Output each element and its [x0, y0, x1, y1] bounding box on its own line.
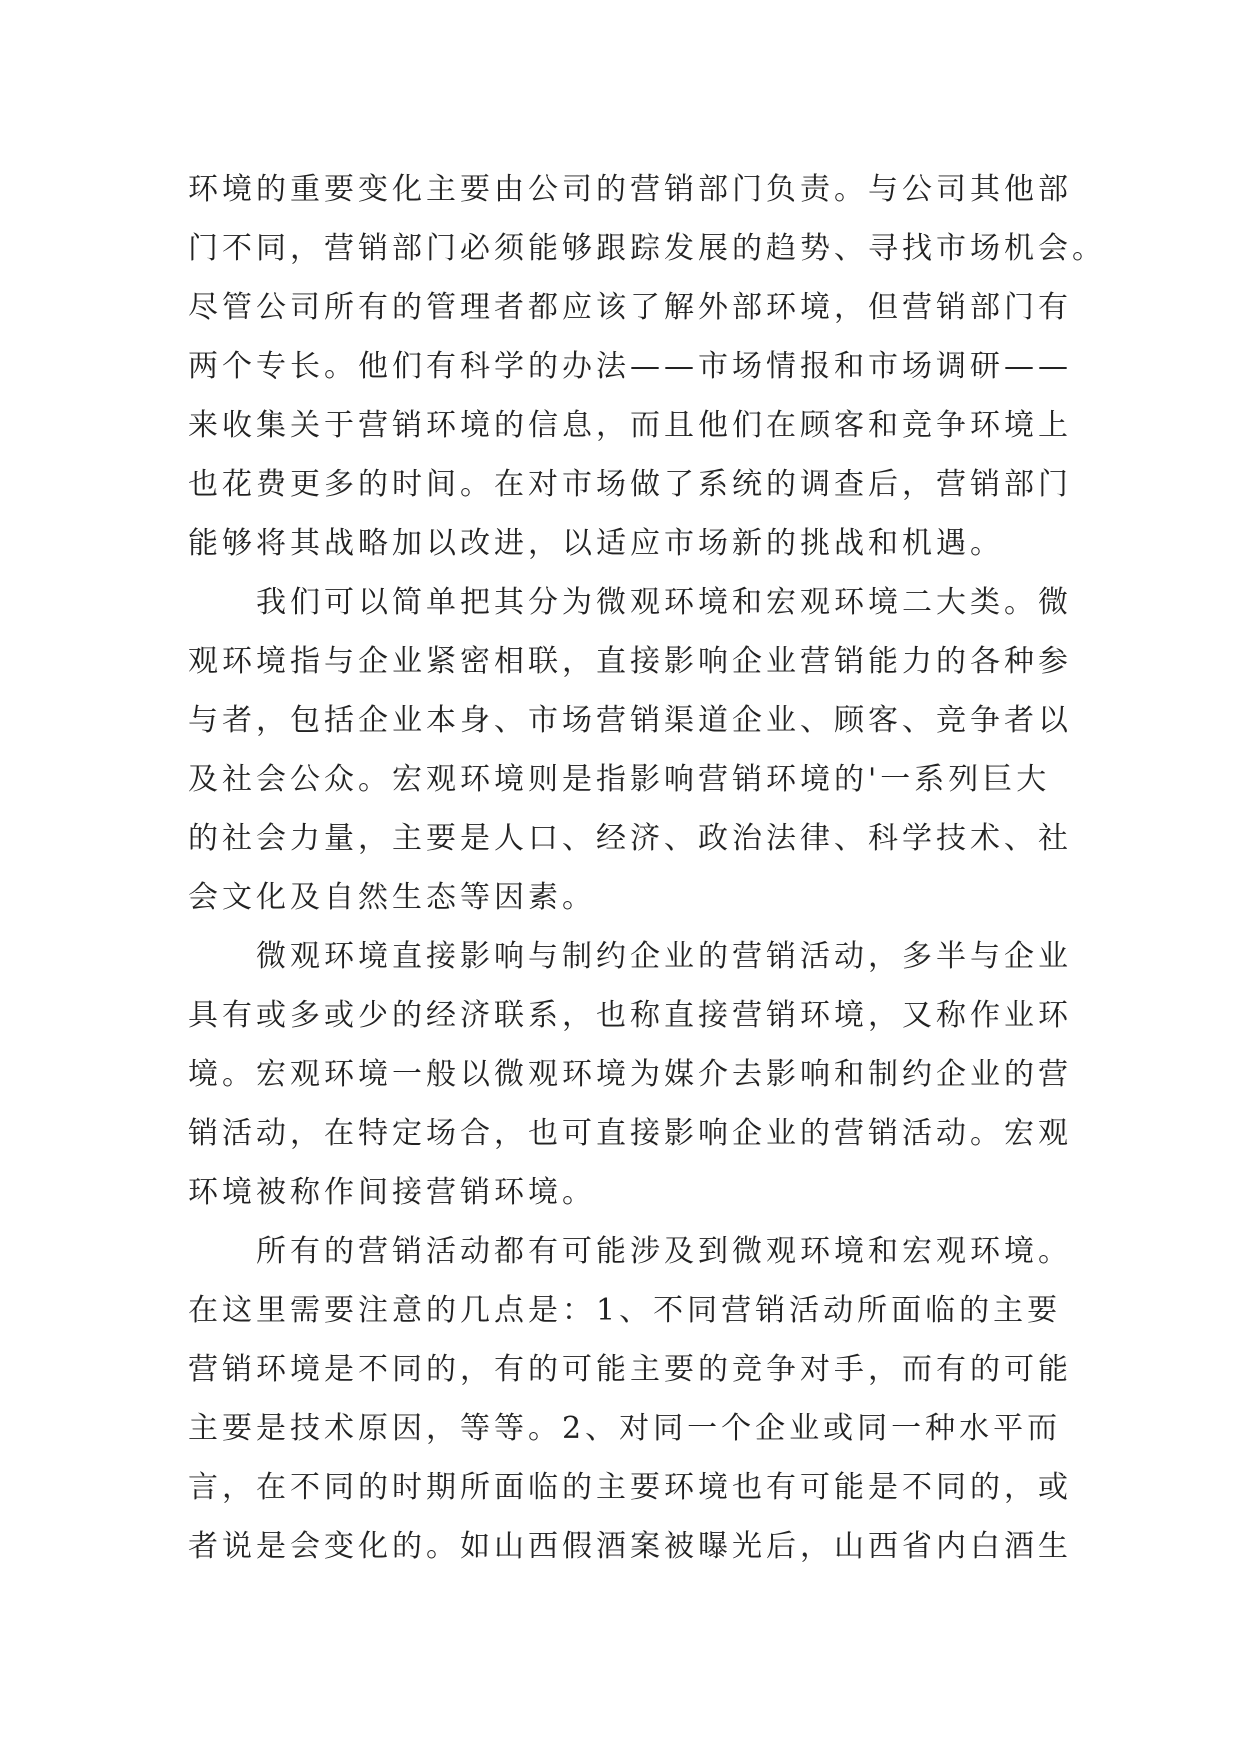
paragraph-1 — [188, 160, 1106, 573]
text-line: 环境被称作间接营销环境。 — [188, 1175, 596, 1210]
paragraph-4 — [188, 1222, 1072, 1576]
text-line: 销活动，在特定场合，也可直接影响企业的营销活动。宏观 — [188, 1116, 1072, 1151]
text-line: 门不同，营销部门必须能够跟踪发展的趋势、寻找市场机会。 — [188, 231, 1106, 266]
text-line: 所有的营销活动都有可能涉及到微观环境和宏观环境。 — [256, 1234, 1072, 1269]
text-line: 言，在不同的时期所面临的主要环境也有可能是不同的，或 — [188, 1470, 1072, 1505]
text-line: 观环境指与企业紧密相联，直接影响企业营销能力的各种参 — [188, 644, 1072, 679]
text-line: 在这里需要注意的几点是：1、不同营销活动所面临的主要 — [188, 1293, 1062, 1328]
text-line: 的社会力量，主要是人口、经济、政治法律、科学技术、社 — [188, 821, 1072, 856]
text-line: 来收集关于营销环境的信息，而且他们在顾客和竞争环境上 — [188, 408, 1072, 443]
text-line: 会文化及自然生态等因素。 — [188, 880, 596, 915]
text-line: 微观环境直接影响与制约企业的营销活动，多半与企业 — [256, 939, 1072, 974]
text-line: 境。宏观环境一般以微观环境为媒介去影响和制约企业的营 — [188, 1057, 1072, 1092]
text-line: 主要是技术原因，等等。2、对同一个企业或同一种水平而 — [188, 1411, 1062, 1446]
text-line: 具有或多或少的经济联系，也称直接营销环境，又称作业环 — [188, 998, 1072, 1033]
document-body — [188, 160, 1106, 1576]
text-line: 者说是会变化的。如山西假酒案被曝光后，山西省内白酒生 — [188, 1529, 1072, 1564]
text-line: 环境的重要变化主要由公司的营销部门负责。与公司其他部 — [188, 172, 1072, 207]
paragraph-2 — [188, 573, 1072, 927]
text-line: 能够将其战略加以改进，以适应市场新的挑战和机遇。 — [188, 526, 1004, 561]
paragraph-3 — [188, 927, 1072, 1222]
text-line: 及社会公众。宏观环境则是指影响营销环境的'一系列巨大 — [188, 762, 1051, 797]
text-line: 也花费更多的时间。在对市场做了系统的调查后，营销部门 — [188, 467, 1072, 502]
text-line: 尽管公司所有的管理者都应该了解外部环境，但营销部门有 — [188, 290, 1072, 325]
text-line: 营销环境是不同的，有的可能主要的竞争对手，而有的可能 — [188, 1352, 1072, 1387]
text-line: 两个专长。他们有科学的办法——市场情报和市场调研—— — [188, 349, 1072, 384]
text-line: 我们可以简单把其分为微观环境和宏观环境二大类。微 — [256, 585, 1072, 620]
text-line: 与者，包括企业本身、市场营销渠道企业、顾客、竞争者以 — [188, 703, 1072, 738]
